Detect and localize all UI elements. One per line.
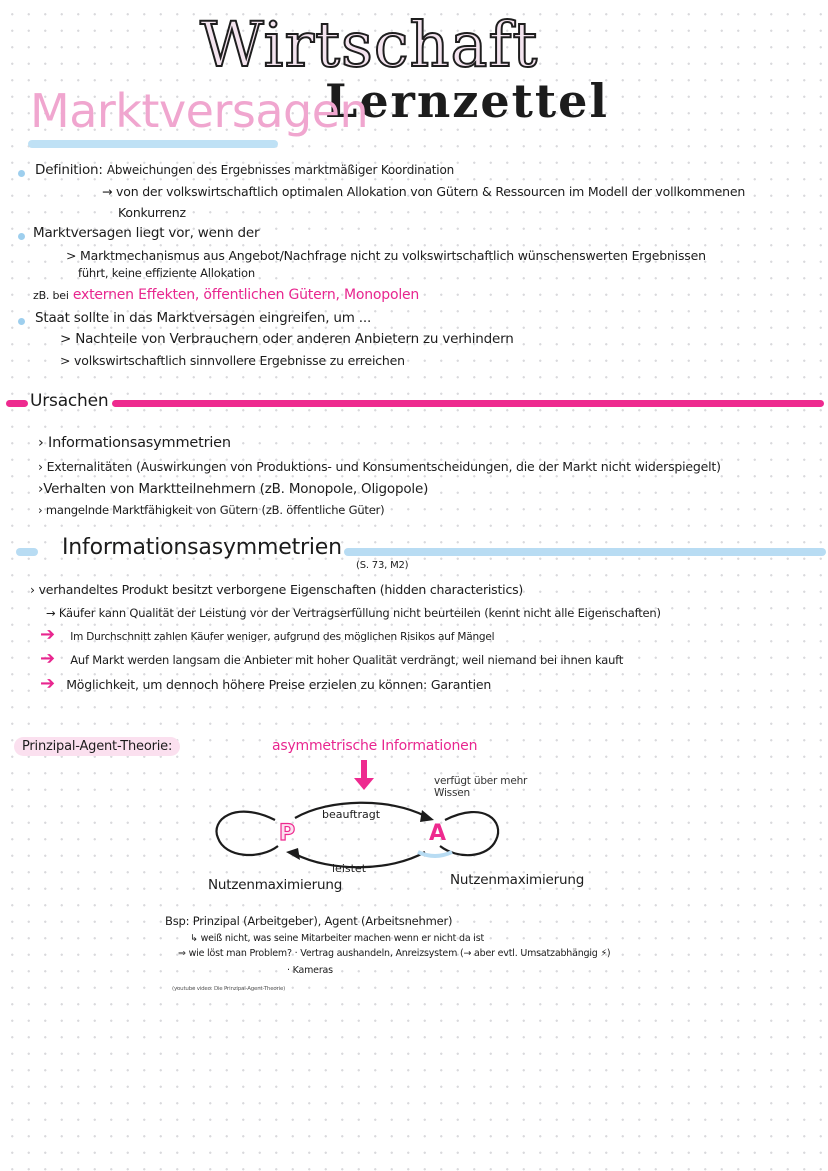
leistet-label: leistet <box>332 862 367 875</box>
info-arrow4-row <box>40 673 491 694</box>
section-title-marktversagen: Marktversagen <box>30 84 369 138</box>
bullet-dot <box>18 170 25 177</box>
footnote: (youtube video: Die Prinzipal-Agent-Theorie) <box>172 986 286 992</box>
bsp-line1: Bsp: Prinzipal (Arbeitgeber), Agent (Arbeitsnehmer) <box>165 914 453 928</box>
asym-info-label: asymmetrische Informationen <box>272 738 478 754</box>
info-bar-left <box>16 548 38 556</box>
down-arrow-shaft <box>361 760 367 780</box>
bullet-dot <box>18 318 25 325</box>
bsp-line4: · Kameras <box>287 965 333 976</box>
definition-label: Definition: <box>35 162 103 178</box>
more-knowledge-note: verfügt über mehr Wissen <box>434 775 528 799</box>
bsp-line3: ⇒ wie löst man Problem? · Vertrag aushandeln, Anreizsystem (→ aber evtl. Umsatzabhängig ⚡) <box>178 948 611 959</box>
info-arrow3-row <box>40 648 623 669</box>
example-text: externen Effekten, öffentlichen Gütern, Monopolen <box>72 287 420 303</box>
right-arrow-icon: ➔ <box>40 648 56 669</box>
ursachen-item: › Externalitäten (Auswirkungen von Produktions- und Konsumentscheidungen, die der Markt nicht widerspiegelt) <box>38 459 721 474</box>
arrow3-text: Auf Markt werden langsam die Anbieter mit hoher Qualität verdrängt, weil niemand bei ihnen kauft <box>70 653 624 667</box>
info-bar-right <box>344 548 826 556</box>
nutzen-p-label: Nutzenmaximierung <box>208 877 343 893</box>
beauftragt-label: beauftragt <box>322 808 381 821</box>
info-arrow2-row <box>40 624 494 645</box>
bsp-line2: ↳ weiß nicht, was seine Mitarbeiter machen wenn er nicht da ist <box>190 933 484 944</box>
staat-line3: > volkswirtschaftlich sinnvollere Ergebnisse zu erreichen <box>60 353 405 368</box>
definition-line1 <box>35 162 454 178</box>
title-underline <box>28 140 278 148</box>
info-arrow1 <box>46 606 661 620</box>
info-heading: Informationsasymmetrien <box>62 535 342 560</box>
definition-text: Abweichungen des Ergebnisses marktmäßiger Koordination <box>106 163 454 177</box>
arrow1-text: → Käufer kann Qualität der Leistung vor der Vertragserfüllung nicht beurteilen (kennt nicht alle Eigenschaften) <box>46 606 661 620</box>
page-subtitle: Lernzettel <box>325 74 609 128</box>
vorliegen-line3: führt, keine effiziente Allokation <box>78 266 255 280</box>
ursachen-item: ›Verhalten von Marktteilnehmern (zB. Monopole, Oligopole) <box>38 481 429 497</box>
right-arrow-icon: ➔ <box>40 624 56 645</box>
ursachen-heading: Ursachen <box>30 391 109 411</box>
bullet-dot <box>18 233 25 240</box>
arrow4-text: Möglichkeit, um dennoch höhere Preise erzielen zu können: Garantien <box>66 677 492 692</box>
leistet-arrowhead <box>286 848 300 860</box>
vorliegen-example <box>33 287 419 303</box>
page-title: Wirtschaft <box>200 8 539 81</box>
example-prefix: zB. bei <box>33 289 69 302</box>
a-underline <box>418 852 452 856</box>
ursachen-bar-left <box>6 400 28 407</box>
arrow2-text: Im Durchschnitt zahlen Käufer weniger, aufgrund des möglichen Risikos auf Mängel <box>70 631 495 643</box>
nutzen-a-label: Nutzenmaximierung <box>450 872 585 888</box>
ursachen-item: › mangelnde Marktfähigkeit von Gütern (zB. öffentliche Güter) <box>38 503 385 517</box>
info-source: (S. 73, M2) <box>356 560 409 571</box>
right-arrow-icon: ➔ <box>40 673 56 694</box>
a-node: A <box>429 821 447 846</box>
a-self-loop <box>440 812 498 855</box>
ursachen-item: › Informationsasymmetrien <box>38 435 231 451</box>
p-self-loop <box>217 812 278 855</box>
p-node: P <box>279 821 296 846</box>
prinzipal-agent-label: Prinzipal-Agent-Theorie: <box>14 737 180 756</box>
staat-line2: > Nachteile von Verbrauchern oder anderen Anbietern zu verhindern <box>60 331 514 347</box>
down-arrow-icon <box>354 778 374 790</box>
definition-line3: Konkurrenz <box>118 205 186 220</box>
vorliegen-line1: Marktversagen liegt vor, wenn der <box>33 225 260 241</box>
staat-line1: Staat sollte in das Marktversagen eingreifen, um ... <box>35 310 372 326</box>
info-line1: › verhandeltes Produkt besitzt verborgene Eigenschaften (hidden characteristics) <box>30 582 524 597</box>
vorliegen-line2: > Marktmechanismus aus Angebot/Nachfrage nicht zu volkswirtschaftlich wünschenswerten Ergebnissen <box>66 248 706 263</box>
definition-line2: → von der volkswirtschaftlich optimalen Allokation von Gütern & Ressourcen im Modell der vollkommenen <box>102 184 746 199</box>
ursachen-bar-right <box>112 400 824 407</box>
